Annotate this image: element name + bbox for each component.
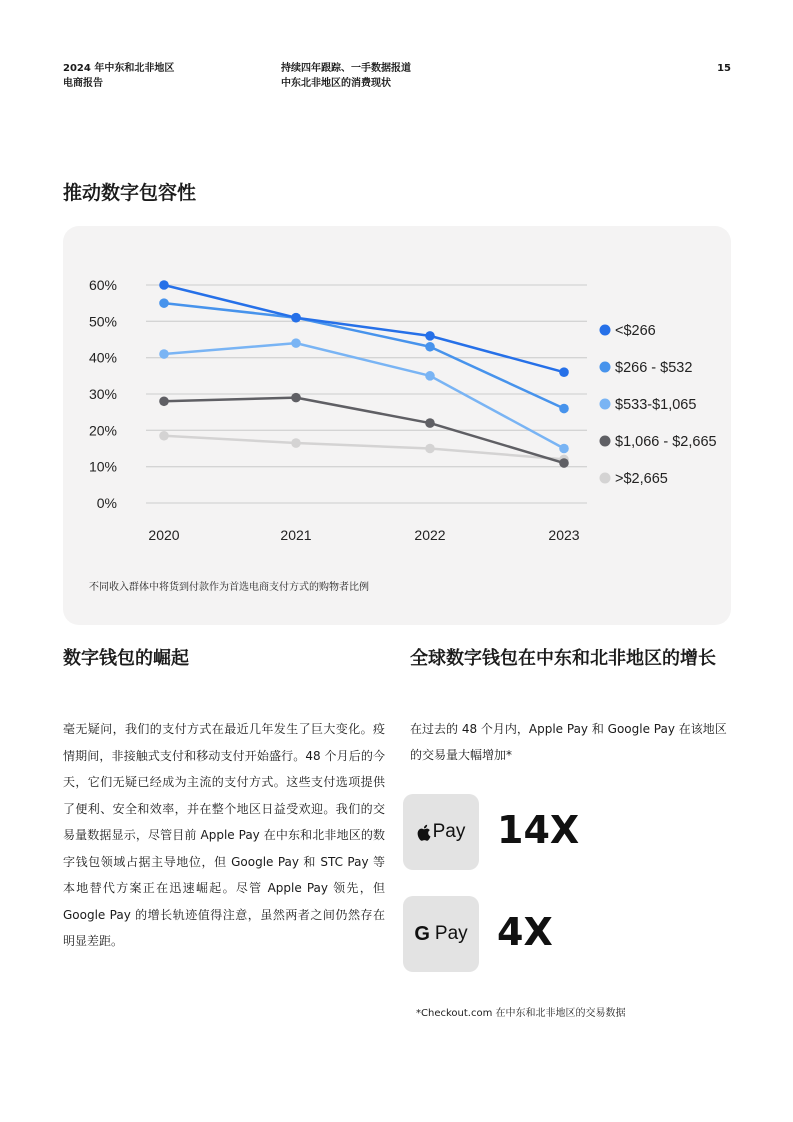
page-number: 15 — [717, 63, 731, 74]
y-tick-label: 30% — [88, 386, 117, 402]
google-pay-multiplier: 4X — [497, 910, 553, 954]
data-point — [159, 349, 169, 359]
legend-label: <$266 — [615, 323, 656, 339]
legend-label: >$2,665 — [615, 471, 668, 487]
apple-icon — [417, 824, 431, 841]
chart-card — [63, 226, 731, 625]
google-pay-text: Pay — [434, 923, 468, 944]
header-report-line2: 电商报告 — [63, 78, 103, 89]
apple-pay-multiplier: 14X — [497, 808, 580, 852]
data-point — [425, 371, 435, 381]
data-point — [159, 396, 169, 406]
line-chart — [63, 226, 731, 625]
legend-label: $533-$1,065 — [615, 397, 697, 413]
series-line — [164, 343, 564, 448]
y-tick-label: 40% — [88, 349, 117, 366]
section-title: 推动数字包容性 — [63, 182, 197, 204]
data-point — [425, 331, 435, 341]
growth-body: 在过去的 48 个月内，Apple Pay 和 Google Pay 在该地区的交易量大幅增加* — [410, 722, 727, 762]
legend-marker — [600, 399, 611, 410]
growth-heading: 全球数字钱包在中东和北非地区的增长 — [410, 648, 716, 669]
y-tick-label: 20% — [88, 422, 117, 439]
data-point — [291, 338, 301, 348]
x-tick-label: 2021 — [280, 527, 312, 543]
footnote: *Checkout.com 在中东和北非地区的交易数据 — [416, 1008, 626, 1019]
google-g-icon: G — [414, 922, 430, 945]
header-report-line1: 2024 年中东和北非地区 — [63, 63, 175, 74]
legend-marker — [600, 362, 611, 373]
data-point — [559, 367, 569, 377]
data-point — [159, 280, 169, 290]
x-tick-label: 2023 — [548, 527, 580, 543]
series-line — [164, 436, 564, 460]
legend-marker — [600, 473, 611, 484]
header-report-title — [63, 61, 174, 91]
legend-label: $266 - $532 — [615, 360, 693, 376]
y-tick-label: 10% — [88, 458, 117, 475]
data-point — [159, 431, 169, 441]
data-point — [559, 404, 569, 414]
legend-marker — [600, 325, 611, 336]
header-subtitle — [281, 61, 411, 91]
chart-caption: 不同收入群体中将货到付款作为首选电商支付方式的购物者比例 — [89, 582, 369, 593]
y-tick-label: 0% — [96, 495, 117, 511]
data-point — [425, 342, 435, 352]
y-tick-label: 50% — [88, 313, 117, 330]
header-subtitle-line2: 中东北非地区的消费现状 — [281, 78, 391, 89]
data-point — [291, 438, 301, 448]
data-point — [291, 313, 301, 323]
data-point — [559, 444, 569, 454]
data-point — [425, 444, 435, 454]
legend-marker — [600, 436, 611, 447]
x-tick-label: 2022 — [414, 527, 446, 543]
wallets-body: 毫无疑问，我们的支付方式在最近几年发生了巨大变化。疫情期间，非接触式支付和移动支付开始盛行。48 个月后的今天，它们无疑已经成为主流的支付方式。这些支付选项提供了便利、安全和效率，并在整个地区日益受欢迎。我们的交易量数据显示，尽管目前 Apple Pay 在中东和北非地区的数字钱包领域占据主导地位，但 Google Pay 和 STC Pay 等本地替代方案正在迅速崛起。尽管 Apple Pay 领先，但 Google Pay 的增长轨迹值得注意，虽然两者之间仍然存在明显差距。 — [63, 722, 385, 948]
wallets-heading: 数字钱包的崛起 — [63, 648, 189, 669]
data-point — [159, 298, 169, 308]
apple-pay-logo — [403, 794, 479, 870]
header-subtitle-line1: 持续四年跟踪、一手数据报道 — [281, 63, 411, 74]
data-point — [291, 393, 301, 403]
data-point — [425, 418, 435, 428]
data-point — [559, 458, 569, 468]
x-tick-label: 2020 — [148, 527, 180, 543]
y-tick-label: 60% — [88, 277, 117, 293]
legend-label: $1,066 - $2,665 — [615, 434, 717, 450]
apple-pay-text: Pay — [432, 821, 466, 842]
google-pay-logo — [403, 896, 479, 972]
